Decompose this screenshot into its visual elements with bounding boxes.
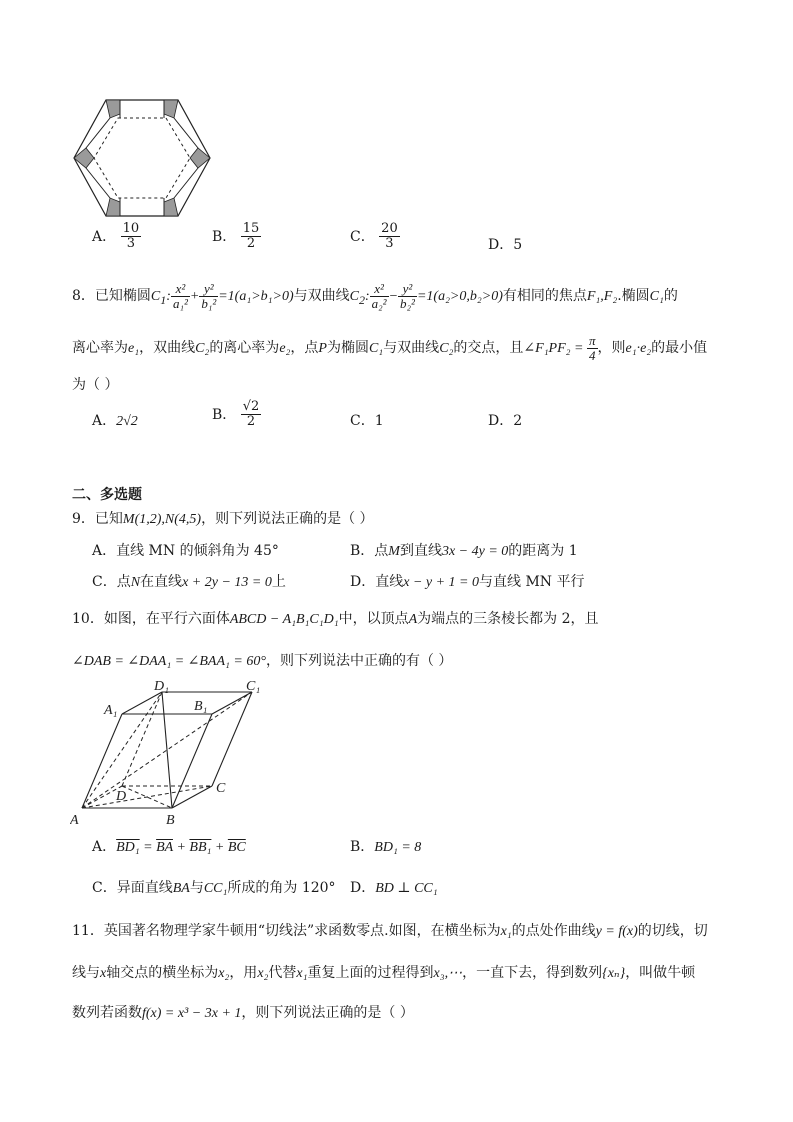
q11-line3: 数列若函数f(x) = x³ − 3x + 1，则下列说法正确的是（ ） bbox=[72, 1005, 414, 1021]
ellipse-c1-equation: $C_1$: $\frac{\text{x²}}{\text{a₁²}}$ + $\frac{\text{y²}}{\text{b₁²}}$ =1(a₁>b₁>0) bbox=[150, 281, 294, 312]
hyperbola-c2-equation: $C_2$: $\frac{\text{x²}}{\text{a₂²}}$ − $\frac{\text{y²}}{\text{b₂²}}$ =1(a₂>0,b₂>0) bbox=[349, 281, 503, 312]
q11-line1: 11．英国著名物理学家牛顿用“切线法”求函数零点.如图，在横坐标为x₁的点处作曲线y = f(x)的切线，切 bbox=[72, 923, 708, 939]
q8-option-c[interactable]: C．1 bbox=[350, 413, 384, 429]
q8-option-d[interactable]: D．2 bbox=[488, 413, 523, 429]
q8-option-b[interactable]: B． $\frac{√2}{2}$ bbox=[212, 399, 260, 430]
q8-line1: 8．已知椭圆$C_1$: $\frac{\text{x²}}{\text{a₁²}}$ + $\frac{\text{y²}}{\text{b₁²}}$ =1(a₁>b₁>0)与双曲线$C_2$: $\frac{\text{x²}}{\text{a₂²}}$ − $\frac{\text{y²}}{\text{b₂²}}$ =1(a₂>0,b₂>0)有相同的焦点F₁,F₂.椭圆C₁的 bbox=[72, 281, 678, 312]
q10-option-a[interactable]: A．$BD_1 = \overline{BA} + BB_1 + \overline{BC}$ bbox=[92, 839, 246, 855]
vertex-d-label: D bbox=[116, 789, 127, 804]
vertex-b-label: B bbox=[166, 813, 175, 828]
points-mn: M(1,2),N(4,5) bbox=[122, 512, 202, 527]
q8-option-a[interactable]: A．2√2 bbox=[92, 413, 138, 429]
vertex-d1-label: D₁ bbox=[154, 679, 169, 694]
q10-option-b[interactable]: B．BD₁ = 8 bbox=[350, 839, 422, 855]
angle-f1pf2: ∠F₁PF₂ = $\frac{\pi}{4}$ bbox=[523, 333, 596, 364]
vertex-c1-label: C₁ bbox=[246, 679, 261, 694]
q7-option-d[interactable]: D．5 bbox=[488, 237, 523, 253]
section-title: 二、多选题 bbox=[72, 487, 142, 503]
hexagon-figure bbox=[70, 96, 215, 220]
q7-option-b[interactable]: B． $\frac{15}{2}$ bbox=[212, 221, 260, 252]
q10-option-d[interactable]: D．BD ⊥ CC₁ bbox=[350, 880, 438, 896]
q9-option-d[interactable]: D．直线x − y + 1 = 0与直线 MN 平行 bbox=[350, 574, 585, 590]
q7-option-c[interactable]: C． $\frac{20}{3}$ bbox=[350, 221, 398, 252]
vertex-a-label: A bbox=[70, 813, 79, 828]
q8-line2: 离心率为e₁，双曲线C₂的离心率为e₂，点P为椭圆C₁与双曲线C₂的交点，且∠F₁PF₂ = $\frac{\pi}{4}$ ，则e₁·e₂的最小值 bbox=[72, 333, 708, 364]
vertex-c-label: C bbox=[216, 781, 226, 796]
angle-condition: ∠DAB = ∠DAA₁ = ∠BAA₁ = 60° bbox=[72, 654, 266, 669]
q9-option-b[interactable]: B．点M到直线3x − 4y = 0的距离为 1 bbox=[350, 543, 578, 559]
q11-line2: 线与x轴交点的横坐标为x₂，用x₂代替x₁重复上面的过程得到x₃,⋯，一直下去，得到数列{xₙ}，叫做牛顿 bbox=[72, 965, 696, 981]
q9-option-c[interactable]: C．点N在直线x + 2y − 13 = 0上 bbox=[92, 574, 286, 590]
vector-equation: $BD_1 = \overline{BA} + BB_1 + \overline{BC}$ bbox=[116, 840, 246, 855]
q9-option-a[interactable]: A．直线 MN 的倾斜角为 45° bbox=[92, 543, 279, 559]
vertex-a1-label: A₁ bbox=[104, 703, 118, 718]
parallelepiped-figure bbox=[70, 678, 270, 828]
q9-stem: 9．已知M(1,2),N(4,5)，则下列说法正确的是（ ） bbox=[72, 511, 374, 527]
q10-option-c[interactable]: C．异面直线BA与CC₁所成的角为 120° bbox=[92, 880, 336, 896]
vertex-b1-label: B₁ bbox=[194, 699, 208, 714]
q10-line1: 10．如图，在平行六面体ABCD − A₁B₁C₁D₁中，以顶点A为端点的三条棱长都为 2，且 bbox=[72, 611, 599, 627]
q7-option-a[interactable]: A． $\frac{10}{3}$ bbox=[92, 221, 140, 252]
q10-line2: ∠DAB = ∠DAA₁ = ∠BAA₁ = 60°，则下列说法中正确的有（ ） bbox=[72, 653, 453, 669]
function-definition: f(x) = x³ − 3x + 1 bbox=[142, 1006, 242, 1021]
q8-line3: 为（ ） bbox=[72, 377, 119, 393]
